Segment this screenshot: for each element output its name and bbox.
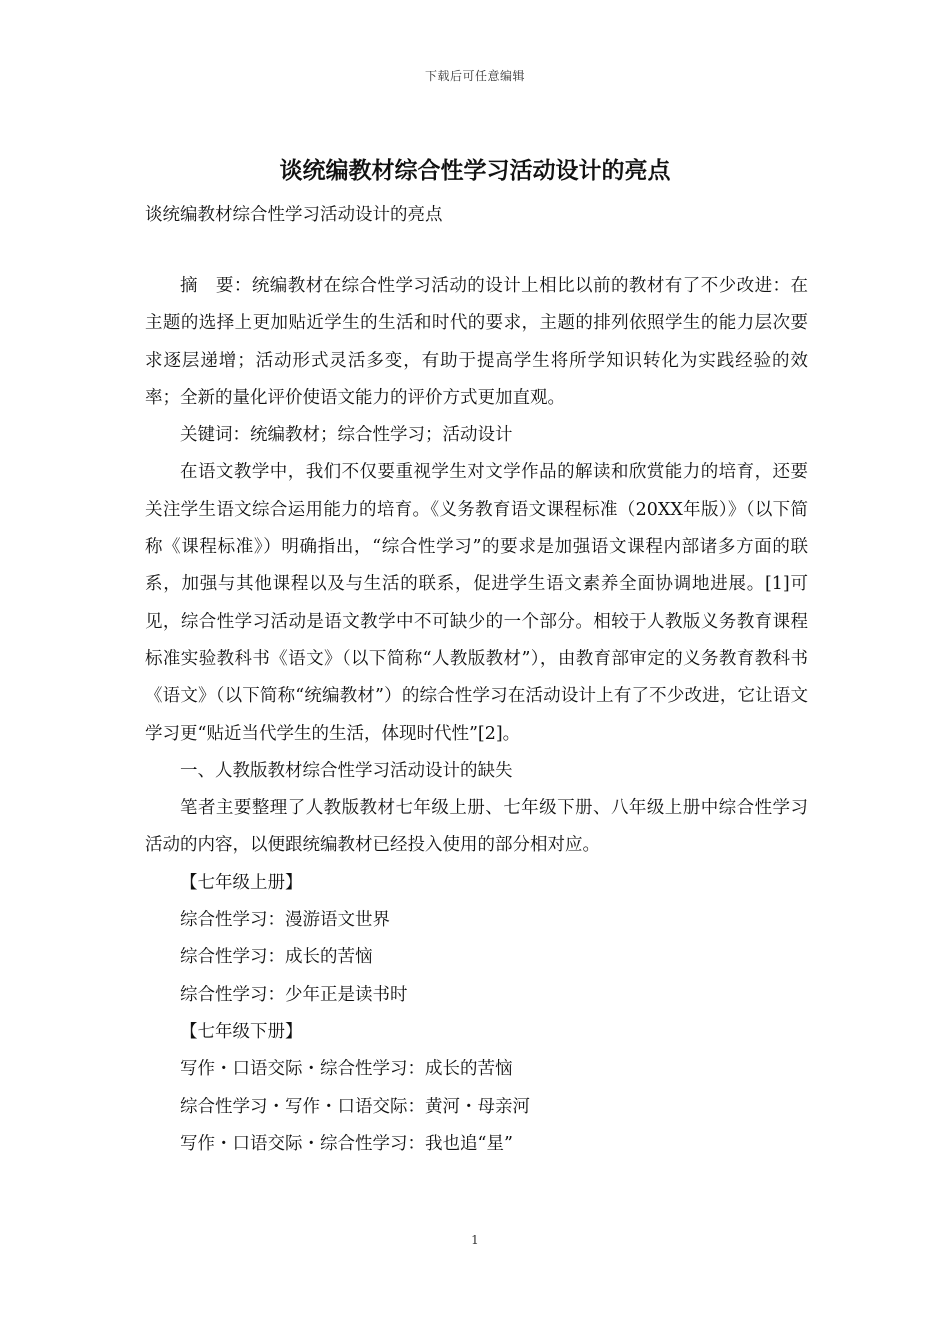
- list-item: 写作・口语交际・综合性学习：成长的苦恼: [180, 1059, 513, 1080]
- list-item: 综合性学习：少年正是读书时: [180, 984, 408, 1005]
- document-body: [145, 268, 808, 1163]
- header-note: 下载后可任意编辑: [424, 69, 525, 83]
- list-item: 综合性学习：漫游语文世界: [180, 910, 390, 931]
- grade7-upper-label: 【七年级上册】: [180, 872, 303, 893]
- document-subtitle: 谈统编教材综合性学习活动设计的亮点: [145, 205, 443, 225]
- list-item: 综合性学习：成长的苦恼: [180, 947, 373, 968]
- list-item: 综合性学习・写作・口语交际：黄河・母亲河: [180, 1096, 530, 1117]
- section-intro-paragraph: 笔者主要整理了人教版教材七年级上册、七年级下册、八年级上册中综合性学习活动的内容，以便跟统编教材已经投入使用的部分相对应。: [145, 798, 808, 856]
- intro-paragraph: 在语文教学中，我们不仅要重视学生对文学作品的解读和欣赏能力的培育，还要关注学生语文综合运用能力的培育。《义务教育语文课程标准（20XX年版）》（以下简称《课程标准》）明确指出，“综合性学习”的要求是加强语文课程内部诸多方面的联系，加强与其他课程以及与生活的联系，促进学生语文素养全面协调地进展。[1]可见，综合性学习活动是语文教学中不可缺少的一个部分。相较于人教版义务教育课程标准实验教科书《语文》（以下简称“人教版教材”），由教育部审定的义务教育教科书《语文》（以下简称“统编教材”）的综合性学习在活动设计上有了不少改进，它让语文学习更“贴近当代学生的生活，体现时代性”[2]。: [145, 462, 808, 744]
- abstract-paragraph: 摘 要：统编教材在综合性学习活动的设计上相比以前的教材有了不少改进：在主题的选择上更加贴近学生的生活和时代的要求，主题的排列依照学生的能力层次要求逐层递增；活动形式灵活多变，有助于提高学生将所学知识转化为实践经验的效率；全新的量化评价使语文能力的评价方式更加直观。: [145, 276, 808, 408]
- document-title: 谈统编教材综合性学习活动设计的亮点: [279, 157, 671, 184]
- list-item: 写作・口语交际・综合性学习：我也追“星”: [180, 1133, 513, 1154]
- grade7-lower-label: 【七年级下册】: [180, 1021, 303, 1042]
- page-number: 1: [471, 1233, 479, 1247]
- keywords-paragraph: 关键词：统编教材；综合性学习；活动设计: [180, 425, 513, 446]
- section-heading: 一、人教版教材综合性学习活动设计的缺失: [180, 760, 513, 781]
